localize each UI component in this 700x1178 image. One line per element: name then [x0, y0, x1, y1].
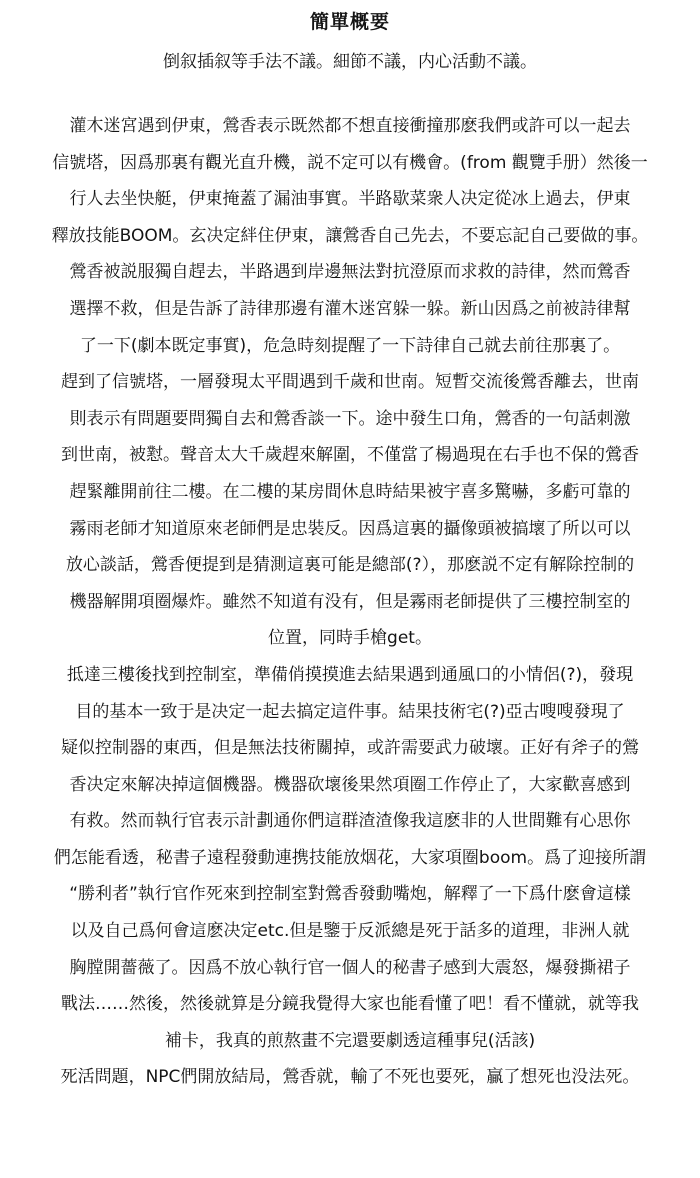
summary-line: 位置，同時手槍get。: [268, 628, 432, 649]
summary-line: 放心談話，鶯香便提到是猜測這裏可能是總部(?），那麽説不定有解除控制的: [65, 555, 635, 576]
summary-line: 補卡，我真的煎熬畫不完還要劇透這種事兒(活該): [164, 1030, 536, 1051]
summary-line: 霧雨老師才知道原來老師們是忠裝反。因爲這裏的攝像頭被搞壞了所以可以: [69, 518, 631, 539]
page-subtitle: 倒叙插叙等手法不議。細節不議，内心活動不議。: [163, 52, 537, 72]
summary-line: 則表示有問題要問獨自去和鶯香談一下。途中發生口角，鶯香的一句話刺激: [69, 408, 631, 429]
summary-line: 趕緊離開前往二樓。在二樓的某房間休息時結果被宇喜多驚嚇，多虧可靠的: [69, 481, 631, 502]
summary-line: 趕到了信號塔，一層發現太平間遇到千歲和世南。短暫交流後鶯香離去，世南: [61, 372, 639, 393]
summary-line: 抵達三樓後找到控制室，準備俏摸摸進去結果遇到通風口的小情侶(?)，發現: [66, 664, 634, 685]
summary-line: 目的基本一致于是决定一起去搞定這件事。結果技術宅(?)亞古嗖嗖發現了: [75, 701, 625, 722]
summary-line: 戰法……然後，然後就算是分鏡我覺得大家也能看懂了吧！看不懂就，就等我: [61, 994, 639, 1015]
summary-line: 灌木迷宮遇到伊東，鶯香表示既然都不想直接衝撞那麽我們或許可以一起去: [69, 116, 631, 136]
summary-line: 鶯香被説服獨自趕去，半路遇到岸邊無法對抗澄原而求救的詩律，然而鶯香: [69, 262, 631, 283]
summary-line: 選擇不救，但是告訴了詩律那邊有灌木迷宮躲一躲。新山因爲之前被詩律幫: [69, 298, 631, 319]
page-title: 簡單概要: [309, 11, 390, 33]
summary-body: [0, 108, 700, 1096]
summary-line: 釋放技能BOOM。玄决定絆住伊東，讓鶯香自己先去，不要忘記自己要做的事。: [51, 225, 649, 246]
summary-line: 以及自己爲何會這麽决定etc.但是鑒于反派總是死于話多的道理，非洲人就: [70, 921, 630, 942]
summary-line: 死活問題，NPC們開放結局，鶯香就，輸了不死也要死，贏了想死也没法死。: [60, 1067, 640, 1088]
summary-line: 信號塔，因爲那裏有觀光直升機，説不定可以有機會。(from 觀覽手册）然後一: [52, 152, 648, 173]
summary-line: 機器解開項圈爆炸。雖然不知道有没有，但是霧雨老師提供了三樓控制室的: [69, 591, 631, 612]
summary-line: 香决定來解决掉這個機器。機器砍壞後果然項圈工作停止了，大家歡喜感到: [69, 774, 631, 795]
summary-line: 到世南，被懟。聲音太大千歲趕來解圍，不僅當了楊過現在右手也不保的鶯香: [61, 445, 639, 466]
summary-line: 胸膛開薔薇了。因爲不放心執行官一個人的秘書子感到大震怒，爆發撕裙子: [69, 957, 631, 978]
summary-line: 行人去坐快艇，伊東掩蓋了漏油事實。半路歇菜衆人决定從冰上過去，伊東: [69, 189, 631, 210]
summary-line: 有救。然而執行官表示計劃通你們這群渣渣像我這麽非的人世間難有心思你: [69, 811, 631, 832]
summary-line: 了一下(劇本既定事實)，危急時刻提醒了一下詩律自己就去前往那裏了。: [79, 335, 621, 356]
summary-line: “勝利者”執行官作死來到控制室對鶯香發動嘴炮，解釋了一下爲什麽會這樣: [69, 884, 631, 905]
summary-line: 疑似控制器的東西，但是無法技術關掉，或許需要武力破壞。正好有斧子的鶯: [61, 738, 639, 759]
summary-line: 們怎能看透，秘書子遠程發動連携技能放烟花，大家項圈boom。爲了迎接所謂: [53, 847, 647, 868]
